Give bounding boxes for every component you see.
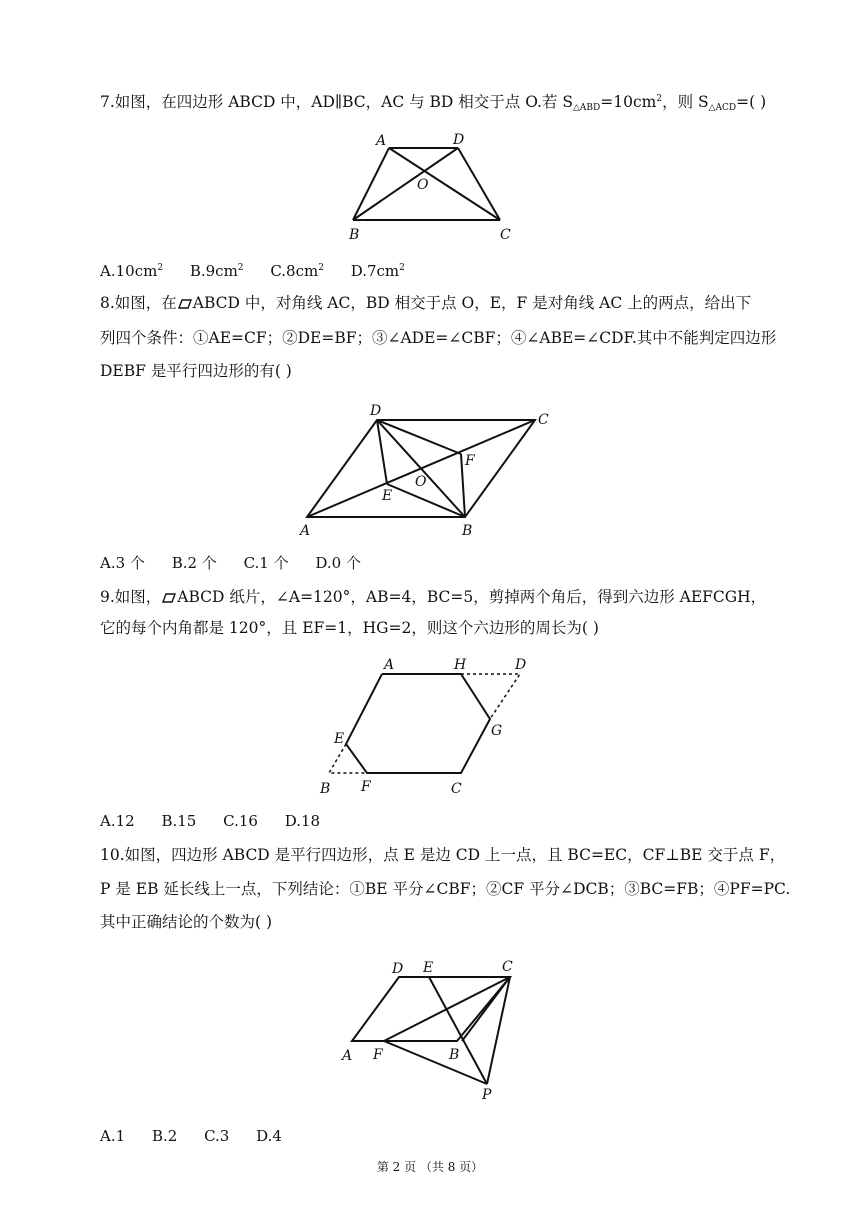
- q10-label-a: A: [342, 1048, 353, 1064]
- q9-hexagon: [346, 674, 490, 773]
- q10-label-e: E: [423, 960, 434, 976]
- q10-stem-line3: 其中正确结论的个数为( ): [100, 913, 273, 931]
- q8-option-c: C.1 个: [243, 554, 289, 572]
- q7-label-b: B: [349, 227, 360, 243]
- q8-stem-line1: 8.如图，在 ABCD 中，对角线 AC，BD 相交于点 O，E，F 是对角线 AC 上的两点，给出下: [100, 294, 752, 312]
- q9-stem-line2: 它的每个内角都是 120°，且 EF=1，HG=2，则这个六边形的周长为( ): [100, 619, 599, 637]
- q8-option-b: B.2 个: [171, 554, 217, 572]
- q7-option-c: $C.8cm^2$: [270, 262, 324, 280]
- q10-option-d: D.4: [256, 1127, 282, 1145]
- q7-label-a: A: [376, 133, 387, 149]
- q10-figure: [340, 955, 530, 1105]
- q9-label-g: G: [491, 723, 503, 739]
- q8-stem-line3: DEBF 是平行四边形的有( ): [100, 362, 292, 380]
- q9-label-e: E: [334, 731, 345, 747]
- q10-option-a: A.1: [100, 1127, 126, 1145]
- q9-cut-corner-d: [461, 674, 520, 719]
- q8-label-f: F: [465, 453, 475, 469]
- q7-label-d: D: [453, 132, 465, 148]
- q10-label-b: B: [449, 1047, 460, 1063]
- q8-label-e: E: [382, 488, 393, 504]
- q9-option-c: C.16: [223, 812, 258, 830]
- q10-label-f: F: [373, 1047, 383, 1063]
- q7-label-o: O: [417, 177, 429, 193]
- q10-seg-fp: [384, 1041, 487, 1084]
- q10-label-p: P: [482, 1087, 492, 1103]
- q8-label-o: O: [415, 474, 427, 490]
- q10-options: [100, 1126, 304, 1146]
- q9-label-d: D: [515, 657, 527, 673]
- page-footer: 第 2 页 （共 8 页）: [376, 1160, 484, 1174]
- q8-stem-line2: 列四个条件：①AE=CF；②DE=BF；③∠ADE=∠CBF；④∠ABE=∠CDF.其中不能判定四边形: [100, 329, 777, 347]
- q8-label-b: B: [462, 523, 473, 539]
- q10-stem-line2: P 是 EB 延长线上一点，下列结论：①BE 平分∠CBF；②CF 平分∠DCB；③BC=FB；④PF=PC.: [100, 880, 791, 898]
- parallelogram-symbol-icon: [162, 593, 176, 603]
- parallelogram-symbol-icon: [178, 299, 192, 309]
- q7-option-b: $B.9cm^2$: [189, 262, 244, 280]
- q10-label-d: D: [392, 961, 404, 977]
- q8-label-a: A: [300, 523, 311, 539]
- q10-stem-line1: 10.如图，四边形 ABCD 是平行四边形，点 E 是边 CD 上一点，且 BC=EC，CF⊥BE 交于点 F，: [100, 846, 786, 864]
- q10-option-b: B.2: [151, 1127, 178, 1145]
- q10-option-c: C.3: [204, 1127, 230, 1145]
- q9-options: [100, 811, 342, 831]
- q7-option-a: $A.10cm^2$: [100, 262, 164, 280]
- q9-option-d: D.18: [284, 812, 321, 830]
- q9-option-b: B.15: [161, 812, 197, 830]
- q8-option-a: A.3 个: [100, 554, 145, 572]
- q9-option-a: A.12: [100, 812, 135, 830]
- q8-seg-fd: [377, 420, 461, 454]
- q8-options: [100, 553, 383, 573]
- q9-label-a: A: [384, 657, 395, 673]
- q10-label-c: C: [502, 959, 513, 975]
- q7-label-c: C: [500, 227, 511, 243]
- q8-figure: [295, 400, 575, 540]
- q7-side-ab: [353, 148, 389, 220]
- q9-label-f: F: [361, 779, 371, 795]
- q7-figure: [340, 128, 530, 243]
- q7-side-dc: [458, 148, 500, 220]
- q7-option-d: $D.7cm^2$: [350, 262, 405, 280]
- q7-stem: 7.如图，在四边形 ABCD 中，AD∥BC，AC 与 BD 相交于点 O.若 $S_{\triangle ABD}=10cm^2$，则 $S_{\triangle ACD}=$( ): [100, 93, 767, 113]
- q7-options: [100, 258, 427, 281]
- q9-stem-line1: 9.如图， ABCD 纸片，∠A=120°，AB=4，BC=5，剪掉两个角后，得到六边形 AEFCGH，: [100, 588, 767, 606]
- q10-seg-cf: [384, 977, 510, 1041]
- q9-label-c: C: [451, 781, 462, 797]
- q9-label-b: B: [320, 781, 331, 797]
- q9-label-h: H: [454, 657, 467, 673]
- q8-option-d: D.0 个: [315, 554, 361, 572]
- q9-figure: [318, 655, 543, 800]
- q8-label-c: C: [538, 412, 549, 428]
- q8-label-d: D: [370, 403, 382, 419]
